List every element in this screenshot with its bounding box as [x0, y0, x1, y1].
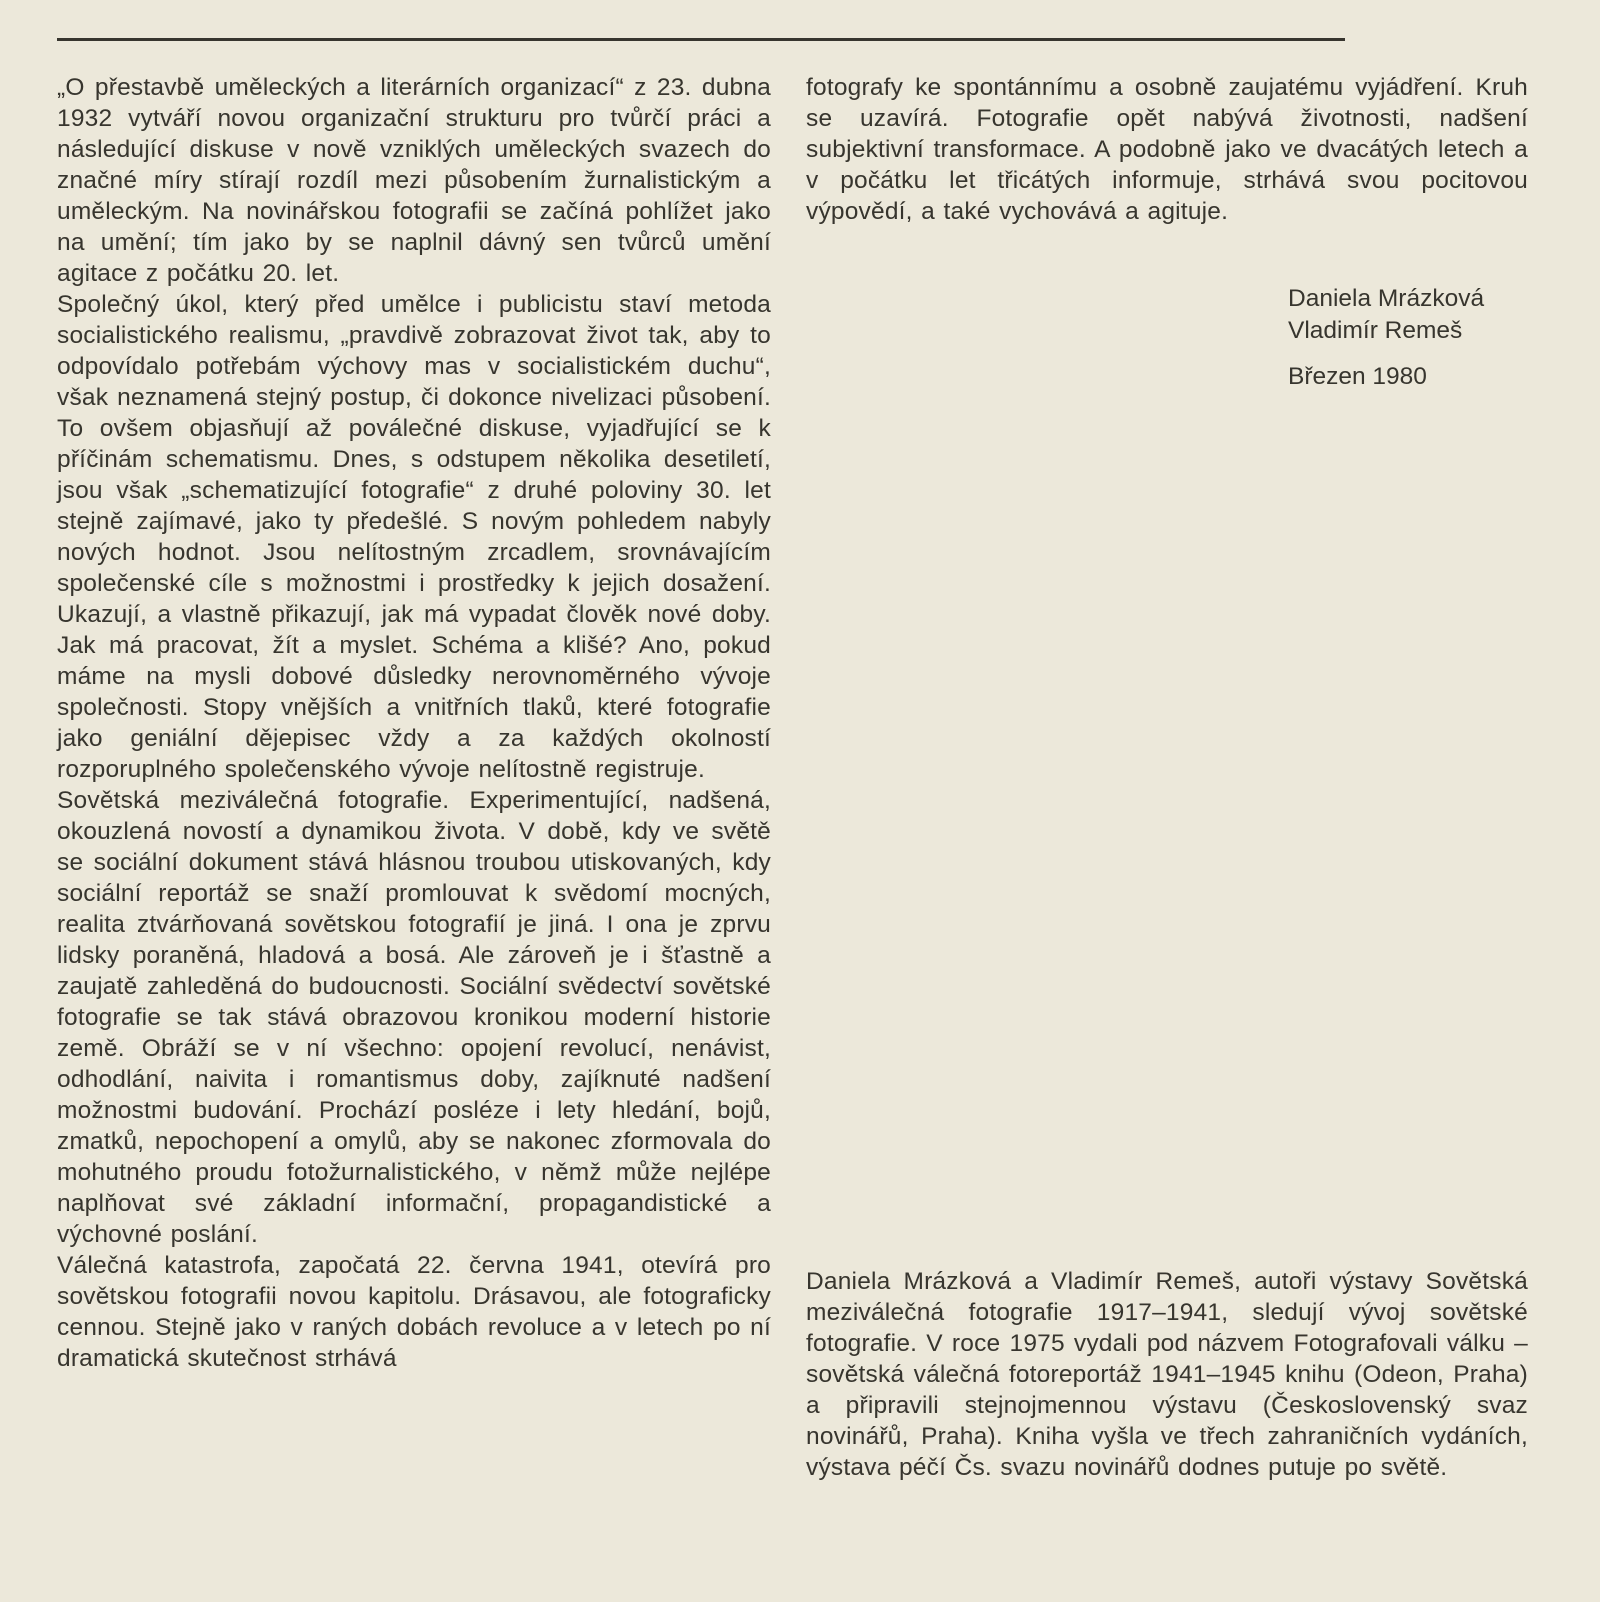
body-paragraph-3: Sovětská meziválečná fotografie. Experimentující, nadšená, okouzlená novostí a dynamikou života. V době, kdy ve světě se sociální dokument stává hlásnou troubou utiskovaných, kdy sociální reportáž se snaží promlouvat k svědomí mocných, realita ztvárňovaná sovětskou fotografií je jiná. I ona je zprvu lidsky poraněná, hladová a bosá. Ale zároveň je i šťastně a zaujatě zahleděná do budoucnosti. Sociální svědectví sovětské fotografie se tak stává obrazovou kronikou moderní historie země. Obráží se v ní všechno: opojení revolucí, nenávist, odhodlání, naivita i romantismus doby, zajíknuté nadšení možnostmi budování. Prochází posléze i lety hledání, bojů, zmatků, nepochopení a omylů, aby se nakonec zformovala do mohutného proudu fotožurnalistického, v němž může nejlépe naplňovat své základní informační, propagandistické a výchovné poslání. [57, 787, 771, 1248]
author-name-1: Daniela Mrázková [1288, 285, 1485, 312]
credit-paragraph: Daniela Mrázková a Vladimír Remeš, autoři výstavy Sovětská meziválečná fotografie 1917–1941, sledují vývoj sovětské fotografie. V roce 1975 vydali pod názvem Fotografovali válku – sovětská válečná fotoreportáž 1941–1945 knihu (Odeon, Praha) a připravili stejnojmennou výstavu (Československý svaz novinářů, Praha). Kniha vyšla ve třech zahraničních vydáních, výstava péčí Čs. svazu novinářů dodnes putuje po světě. [806, 1268, 1528, 1481]
left-text-column [57, 72, 771, 1374]
right-text-column [806, 72, 1528, 227]
top-horizontal-rule [57, 38, 1345, 41]
publication-date: Březen 1980 [1288, 363, 1427, 390]
body-paragraph-4: Válečná katastrofa, započatá 22. června 1941, otevírá pro sovětskou fotografii novou kapitolu. Drásavou, ale fotograficky cennou. Stejně jako v raných dobách revoluce a v letech po ní dramatická skutečnost strhává [57, 1252, 771, 1372]
body-paragraph-1: „O přestavbě uměleckých a literárních organizací“ z 23. dubna 1932 vytváří novou organizační strukturu pro tvůrčí práci a následující diskuse v nově vzniklých uměleckých svazech do značné míry stírají rozdíl mezi působením žurnalistickým a uměleckým. Na novinářskou fotografii se začíná pohlížet jako na umění; tím jako by se naplnil dávný sen tvůrců umění agitace z počátku 20. let. [57, 74, 771, 287]
body-paragraph-2: Společný úkol, který před umělce i publicistu staví metoda socialistického realismu, „pravdivě zobrazovat život tak, aby to odpovídalo potřebám výchovy mas v socialistickém duchu“, však neznamená stejný postup, či dokonce nivelizaci působení. To ovšem objasňují až poválečné diskuse, vyjadřující se k příčinám schematismu. Dnes, s odstupem několika desetiletí, jsou však „schematizující fotografie“ z druhé poloviny 30. let stejně zajímavé, jako ty předešlé. S novým pohledem nabyly nových hodnot. Jsou nelítostným zrcadlem, srovnávajícím společenské cíle s možnostmi i prostředky k jejich dosažení. Ukazují, a vlastně přikazují, jak má vypadat člověk nové doby. Jak má pracovat, žít a myslet. Schéma a klišé? Ano, pokud máme na mysli dobové důsledky nerovnoměrného vývoje společnosti. Stopy vnějších a vnitřních tlaků, které fotografie jako geniální dějepisec vždy a za každých okolností rozporuplného společenského vývoje nelítostně registruje. [57, 291, 771, 783]
body-paragraph-5: fotografy ke spontánnímu a osobně zaujatému vyjádření. Kruh se uzavírá. Fotografie opět nabývá životnosti, nadšení subjektivní transformace. A podobně jako ve dvacátých letech a v počátku let třicátých informuje, strhává svou pocitovou výpovědí, a také vychovává a agituje. [806, 74, 1528, 225]
credit-block [806, 1266, 1528, 1483]
author-name-2: Vladimír Remeš [1288, 317, 1463, 344]
author-signature-block [1288, 283, 1548, 393]
